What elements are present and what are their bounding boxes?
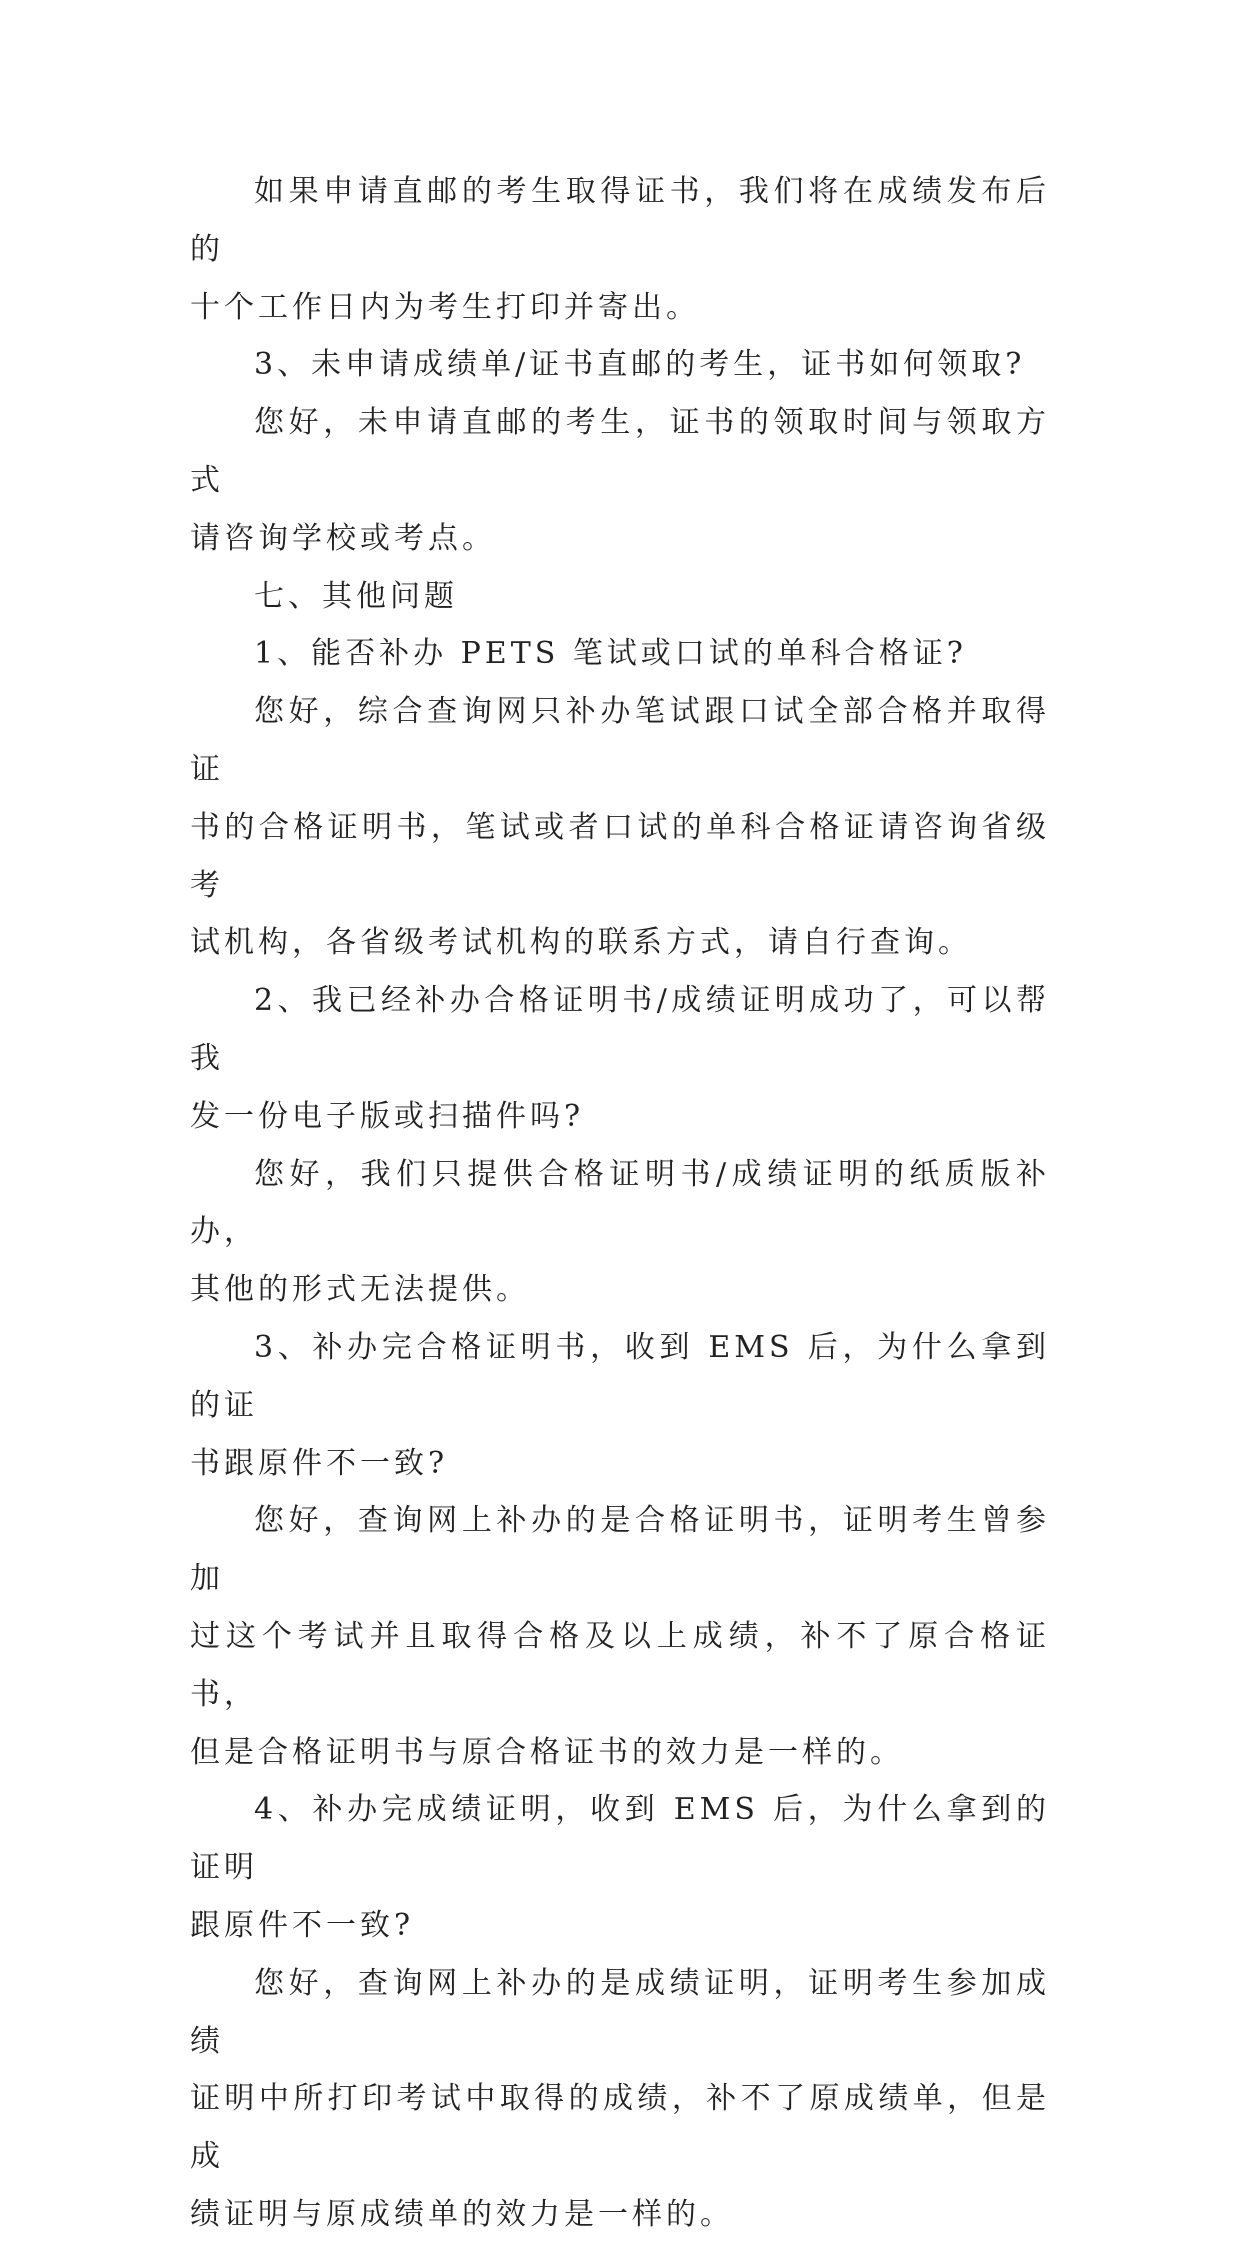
- answer-3-certificate-mismatch: 您好，查询网上补办的是合格证明书，证明考生曾参加 过这个考试并且取得合格及以上成绩，补不了原合格证书， 但是合格证明书与原合格证书的效力是一样的。: [190, 1503, 1050, 1770]
- question-2-electronic-copy: 2、我已经补办合格证明书/成绩证明成功了，可以帮我 发一份电子版或扫描件吗?: [190, 983, 1050, 1134]
- answer-4-score-mismatch: 您好，查询网上补办的是成绩证明，证明考生参加成绩 证明中所打印考试中取得的成绩，补不了原成绩单，但是成 绩证明与原成绩单的效力是一样的。: [190, 1965, 1050, 2232]
- paragraph-cert-mailing: 如果申请直邮的考生取得证书，我们将在成绩发布后的 十个工作日内为考生打印并寄出。: [190, 174, 1050, 325]
- question-3-cert-pickup: 3、未申请成绩单/证书直邮的考生，证书如何领取?: [254, 347, 1026, 383]
- answer-2-electronic-copy: 您好，我们只提供合格证明书/成绩证明的纸质版补办， 其他的形式无法提供。: [190, 1156, 1050, 1308]
- answer-3-cert-pickup: 您好，未申请直邮的考生，证书的领取时间与领取方式 请咨询学校或考点。: [190, 405, 1050, 556]
- question-4-score-mismatch: 4、补办完成绩证明，收到 EMS 后，为什么拿到的证明 跟原件不一致?: [190, 1792, 1050, 1943]
- answer-1-single-subject: 您好，综合查询网只补办笔试跟口试全部合格并取得证 书的合格证明书，笔试或者口试的单科合格证请咨询省级考 试机构，各省级考试机构的联系方式，请自行查询。: [190, 694, 1050, 961]
- section-heading-other-questions: 七、其他问题: [254, 578, 458, 614]
- question-3-certificate-mismatch: 3、补办完合格证明书，收到 EMS 后，为什么拿到的证 书跟原件不一致?: [190, 1329, 1050, 1481]
- question-1-single-subject: 1、能否补办 PETS 笔试或口试的单科合格证?: [254, 636, 967, 672]
- document-body: [190, 163, 1050, 2244]
